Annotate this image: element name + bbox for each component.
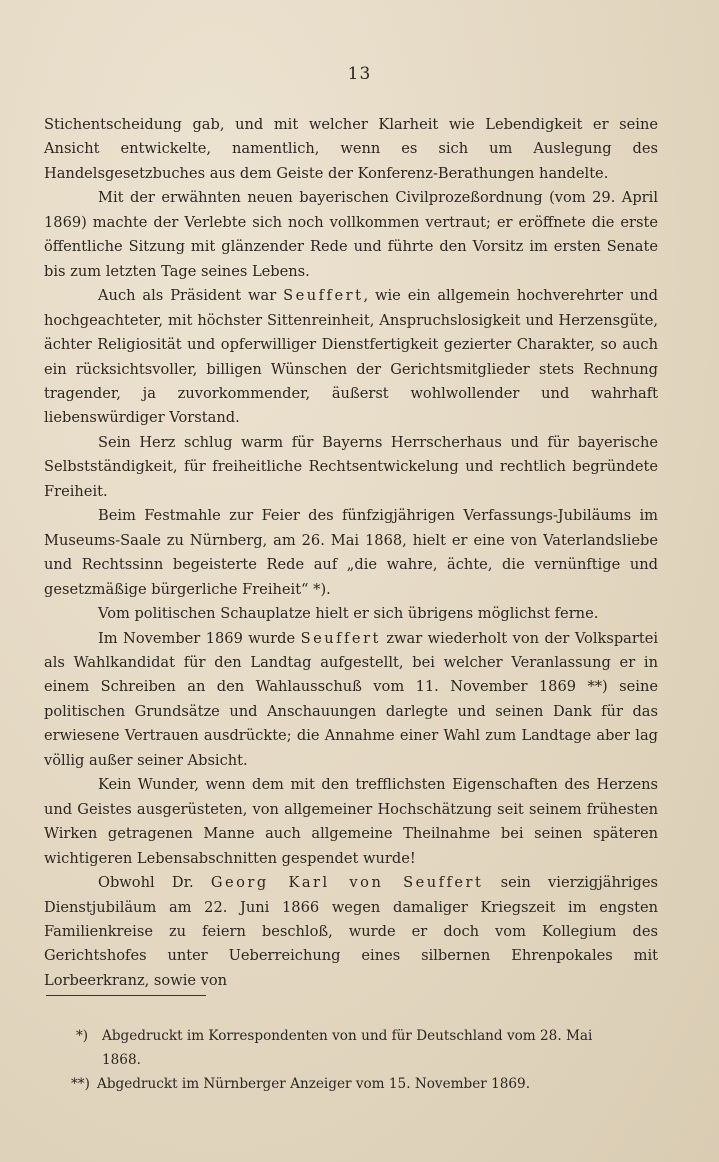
paragraph-text: Sein Herz schlug warm für Bayerns Herrscherhaus und für bayerische Selbstständigkeit, für freiheitliche Rechtsentwickelung und rechtlich begründete Freiheit. <box>44 433 658 500</box>
spaced-name: Seuffert <box>283 287 364 305</box>
footnote-text: Abgedruckt im Nürnberger Anzeiger vom 15. November 1869. <box>97 1076 531 1092</box>
footnote-text: Abgedruckt im Korrespondenten von und für Deutschland vom 28. Mai <box>102 1028 593 1044</box>
paragraph <box>44 504 658 602</box>
spaced-name: Georg Karl von Seuffert <box>210 874 484 892</box>
paragraph-text: Auch als Präsident war <box>98 287 284 305</box>
paragraph <box>44 186 658 284</box>
paragraph <box>44 602 658 626</box>
paragraph-text: Mit der erwähnten neuen bayerischen Civilprozeßordnung (vom 29. April 1869) machte der Verlebte sich noch vollkommen vertraut; er eröffnete die erste öffentliche Sitzung mit glänzender Rede und führte den Vorsitz im ersten Senate bis zum letzten Tage seines Lebens. <box>44 189 658 280</box>
paragraph <box>44 627 658 774</box>
paragraph-text: Beim Festmahle zur Feier des fünfzigjährigen Verfassungs-Jubiläums im Museums-Saale zu Nürnberg, am 26. Mai 1868, hielt er eine von Vaterlandsliebe und Rechtssinn begeisterte Rede auf „die wahre, ächte, die vernünftige und gesetzmäßige bürgerliche Freiheit“ *). <box>44 507 658 598</box>
footnotes <box>71 1024 660 1096</box>
paragraph-text: Kein Wunder, wenn dem mit den trefflichsten Eigenschaften des Herzens und Geistes ausgerüsteten, von allgemeiner Hochschätzung seit seinem frühesten Wirken getragenen Manne auch allgemeine Theilnahme bei seinen späteren wichtigeren Lebensabschnitten gespendet wurde! <box>44 776 658 867</box>
spaced-name: Seuffert <box>300 629 381 647</box>
body-text <box>44 113 658 993</box>
footnote-1 <box>76 1024 660 1072</box>
footnote-marker: **) <box>71 1076 90 1092</box>
paragraph-text: , wie ein allgemein hochverehrter und hochgeachteter, mit höchster Sittenreinheit, Anspruchslosigkeit und Herzensgüte, ächter Religiosität und opferwilliger Dienstfertigkeit gezierter Charakter, so auch ein rücksichtsvoller, billigen Wünschen der Gerichtsmitglieder stets Rechnung tragender, ja zuvorkommender, äußerst wohlwollender und wahrhaft liebenswürdiger Vorstand. <box>44 287 658 427</box>
footnote-text-continued: 1868. <box>102 1052 141 1068</box>
paragraph-text: sein vierzigjähriges Dienstjubiläum am 22. Juni 1866 wegen damaliger Kriegszeit im engsten Familienkreise zu feiern beschloß, wurde er doch vom Kollegium des Gerichtshofes unter Ueberreichung eines silbernen Ehrenpokales mit Lorbeerkranz, sowie von <box>44 874 659 989</box>
paragraph <box>44 871 658 993</box>
paragraph-text: Obwohl Dr. <box>98 874 211 892</box>
footnote-marker: *) <box>76 1028 89 1044</box>
paragraph <box>44 284 658 431</box>
footnote-2 <box>71 1072 660 1096</box>
paragraph <box>44 113 658 186</box>
paragraph-text: Stichentscheidung gab, und mit welcher Klarheit wie Lebendigkeit er seine Ansicht entwickelte, namentlich, wenn es sich um Auslegung des Handelsgesetzbuches aus dem Geiste der Konferenz-Berathungen handelte. <box>44 116 658 182</box>
paragraph <box>44 773 658 871</box>
paragraph-text: Im November 1869 wurde <box>98 629 301 647</box>
paragraph-text: zwar wiederholt von der Volkspartei als Wahlkandidat für den Landtag aufgestellt, bei welcher Veranlassung er in einem Schreiben an den Wahlausschuß vom 11. November 1869 **) seine politischen Grundsätze und Anschauungen darlegte und seinen Dank für das erwiesene Vertrauen ausdrückte; die Annahme einer Wahl zum Landtage aber lag völlig außer seiner Absicht. <box>44 629 659 769</box>
paragraph <box>44 431 658 504</box>
paragraph-text: Vom politischen Schauplatze hielt er sich übrigens möglichst ferne. <box>98 605 599 623</box>
page-number: 13 <box>347 64 372 84</box>
footnote-rule <box>46 995 206 996</box>
